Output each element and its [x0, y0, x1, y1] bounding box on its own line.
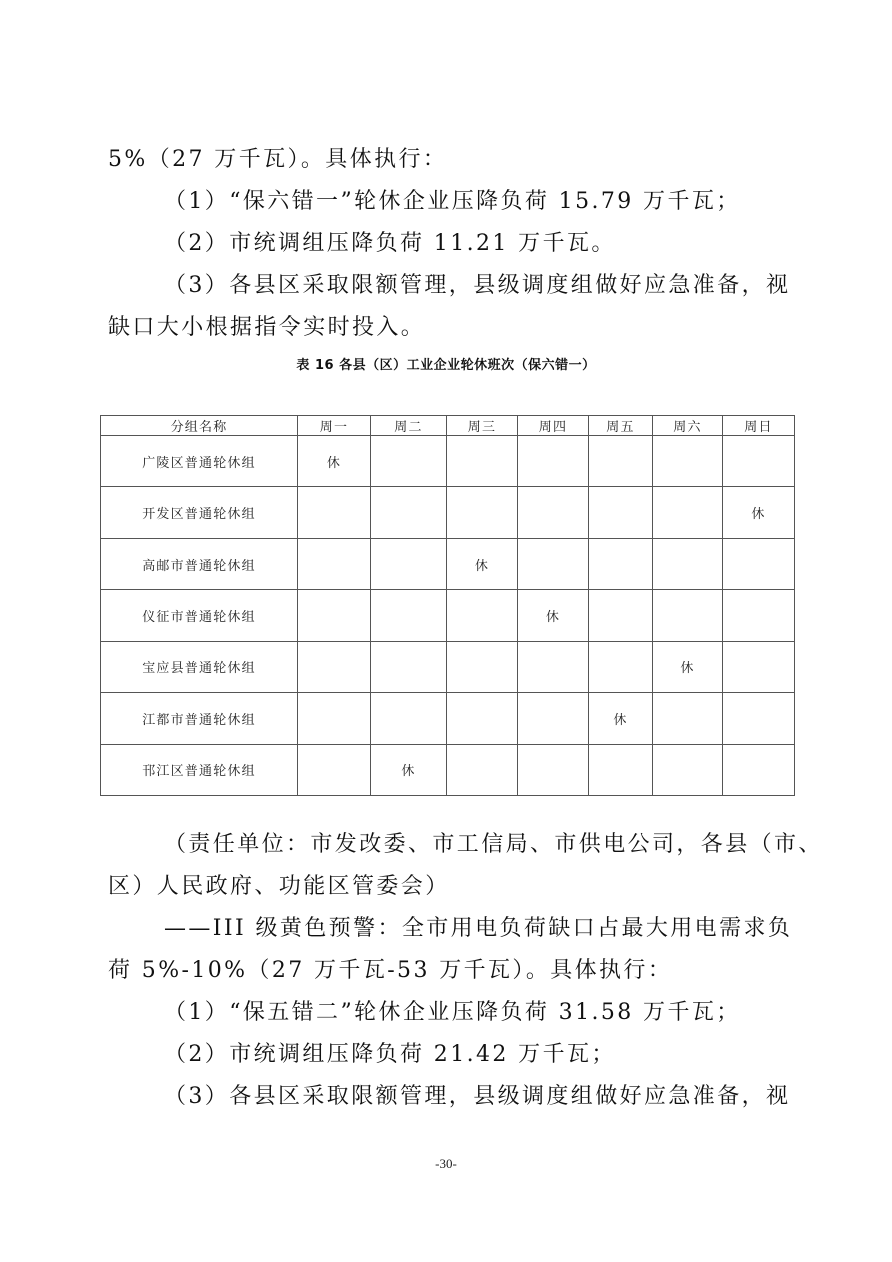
header-cell: 周五	[589, 416, 653, 436]
day-cell	[447, 487, 518, 538]
day-cell: 休	[723, 487, 795, 538]
day-cell	[298, 641, 371, 692]
table-header-row	[101, 416, 795, 436]
day-cell	[589, 436, 653, 487]
paragraph-line: （2）市统调组压降负荷 11.21 万千瓦。	[164, 231, 616, 256]
paragraph-line: ——III 级黄色预警：全市用电负荷缺口占最大用电需求负	[164, 916, 793, 941]
table-row	[101, 693, 795, 744]
day-cell	[298, 487, 371, 538]
day-cell	[371, 641, 447, 692]
day-cell	[518, 538, 589, 589]
table-row	[101, 641, 795, 692]
day-cell: 休	[298, 436, 371, 487]
day-cell	[653, 436, 723, 487]
day-cell	[298, 744, 371, 795]
paragraph-line: （3）各县区采取限额管理，县级调度组做好应急准备，视	[164, 1084, 791, 1109]
group-name-cell: 仪征市普通轮休组	[101, 590, 298, 641]
day-cell	[371, 590, 447, 641]
table-row	[101, 436, 795, 487]
day-cell	[371, 487, 447, 538]
day-cell	[518, 641, 589, 692]
group-name-cell: 广陵区普通轮休组	[101, 436, 298, 487]
day-cell	[653, 590, 723, 641]
day-cell	[447, 641, 518, 692]
header-cell: 周日	[723, 416, 795, 436]
schedule-table	[100, 415, 795, 796]
day-cell	[371, 693, 447, 744]
day-cell	[298, 538, 371, 589]
paragraph-line: （责任单位：市发改委、市工信局、市供电公司，各县（市、	[164, 832, 823, 857]
paragraph-line: （1）“保六错一”轮休企业压降负荷 15.79 万千瓦；	[164, 189, 741, 214]
day-cell	[518, 436, 589, 487]
day-cell: 休	[653, 641, 723, 692]
paragraph-line: （3）各县区采取限额管理，县级调度组做好应急准备，视	[164, 273, 791, 298]
paragraph-line: （2）市统调组压降负荷 21.42 万千瓦；	[164, 1042, 616, 1067]
day-cell	[447, 436, 518, 487]
day-cell	[518, 487, 589, 538]
day-cell	[371, 436, 447, 487]
header-cell: 周四	[518, 416, 589, 436]
paragraph-line: 荷 5%-10%（27 万千瓦-53 万千瓦）。具体执行：	[108, 958, 673, 983]
day-cell	[589, 590, 653, 641]
day-cell	[371, 538, 447, 589]
day-cell	[298, 693, 371, 744]
day-cell	[723, 538, 795, 589]
header-cell: 周三	[447, 416, 518, 436]
day-cell	[653, 538, 723, 589]
table-body	[101, 436, 795, 796]
group-name-cell: 江都市普通轮休组	[101, 693, 298, 744]
day-cell	[723, 641, 795, 692]
header-cell: 周二	[371, 416, 447, 436]
header-cell: 分组名称	[101, 416, 298, 436]
day-cell	[447, 744, 518, 795]
day-cell	[723, 693, 795, 744]
day-cell	[653, 693, 723, 744]
day-cell	[589, 744, 653, 795]
page-number: -30-	[435, 1156, 457, 1171]
day-cell	[447, 590, 518, 641]
paragraph-line: （1）“保五错二”轮休企业压降负荷 31.58 万千瓦；	[164, 1000, 741, 1025]
day-cell: 休	[371, 744, 447, 795]
table-row	[101, 744, 795, 795]
table-row	[101, 538, 795, 589]
table-row	[101, 590, 795, 641]
header-cell: 周六	[653, 416, 723, 436]
day-cell: 休	[518, 590, 589, 641]
day-cell: 休	[589, 693, 653, 744]
day-cell	[518, 693, 589, 744]
paragraph-line: 缺口大小根据指令实时投入。	[108, 315, 426, 340]
group-name-cell: 宝应县普通轮休组	[101, 641, 298, 692]
day-cell	[723, 436, 795, 487]
table-row	[101, 487, 795, 538]
day-cell: 休	[447, 538, 518, 589]
group-name-cell: 邗江区普通轮休组	[101, 744, 298, 795]
day-cell	[518, 744, 589, 795]
table-caption: 表 16 各县（区）工业企业轮休班次（保六错一）	[296, 358, 596, 373]
day-cell	[447, 693, 518, 744]
group-name-cell: 开发区普通轮休组	[101, 487, 298, 538]
day-cell	[723, 744, 795, 795]
paragraph-line: 区）人民政府、功能区管委会）	[108, 874, 450, 899]
day-cell	[298, 590, 371, 641]
day-cell	[653, 744, 723, 795]
day-cell	[589, 487, 653, 538]
day-cell	[653, 487, 723, 538]
paragraph-line: 5%（27 万千瓦）。具体执行：	[108, 147, 448, 172]
day-cell	[589, 538, 653, 589]
day-cell	[723, 590, 795, 641]
header-cell: 周一	[298, 416, 371, 436]
day-cell	[589, 641, 653, 692]
group-name-cell: 高邮市普通轮休组	[101, 538, 298, 589]
